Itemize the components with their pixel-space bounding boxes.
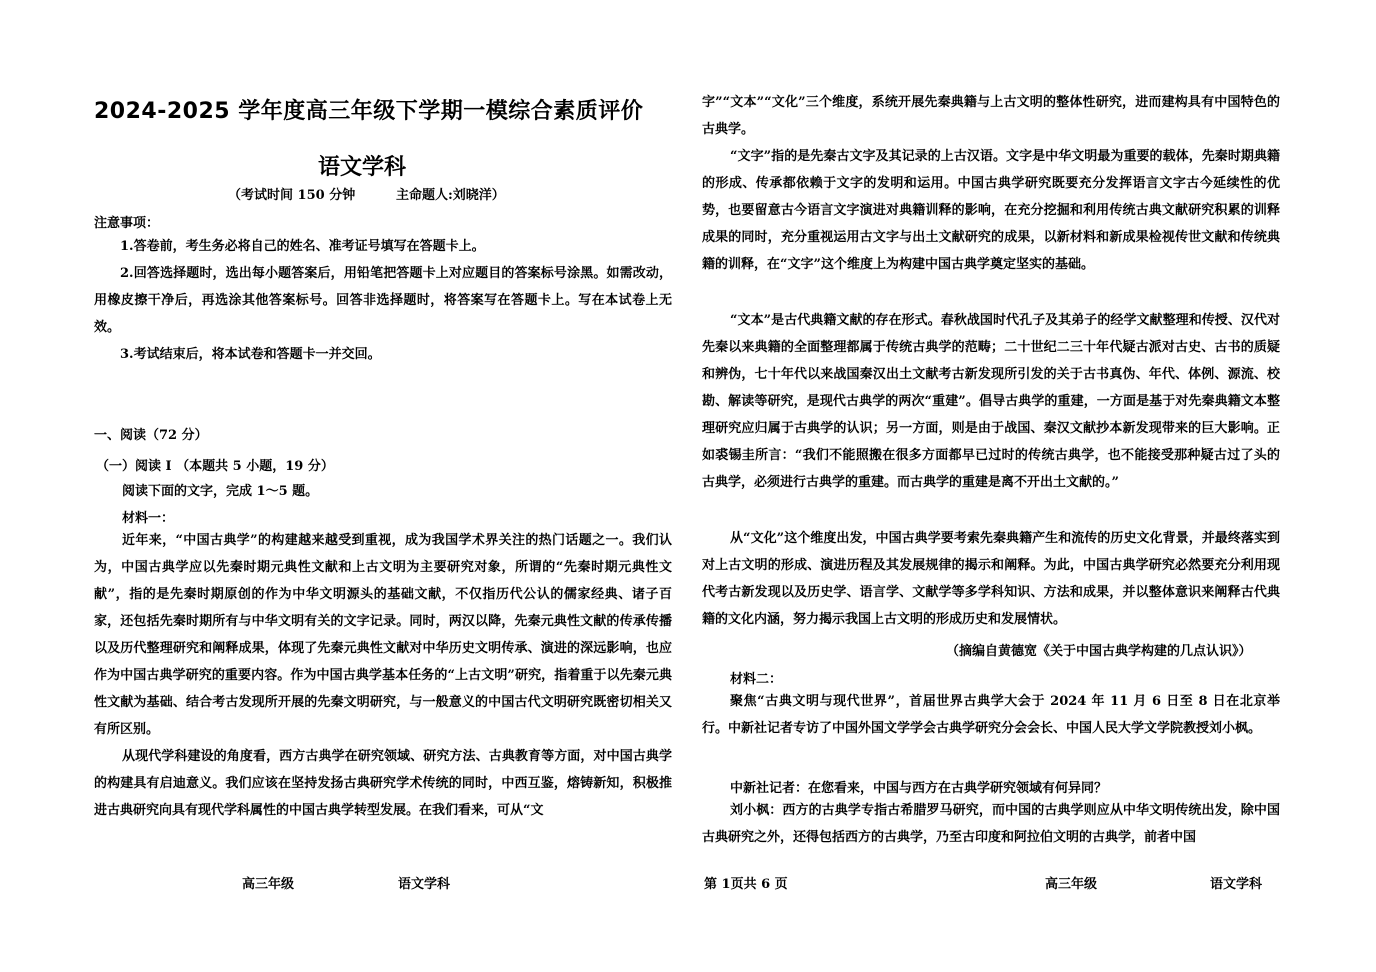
interview-answer: 刘小枫：西方的古典学专指古希腊罗马研究，而中国的古典学则应从中华文明传统出发，除中国古典研究之外，还得包括西方的古典学，乃至古印度和阿拉伯文明的古典学，前者中国 bbox=[702, 803, 1280, 845]
note-item-1: 1.答卷前，考生务必将自己的姓名、准考证号填写在答题卡上。 bbox=[120, 239, 485, 254]
reading-subheading: （一）阅读 I （本题共 5 小题，19 分） bbox=[96, 459, 334, 474]
footer-right-subject: 语文学科 bbox=[1210, 877, 1263, 892]
note-item-3: 3.考试结束后，将本试卷和答题卡一并交回。 bbox=[120, 347, 381, 362]
exam-time: （考试时间 150 分钟 bbox=[228, 188, 356, 203]
right-paragraph-1: “文字”指的是先秦古文字及其记录的上古汉语。文字是中华文明最为重要的载体，先秦时期典籍的形成、传承都依赖于文字的发明和运用。中国古典学研究既要充分发挥语言文字古今延续性的优势，也要留意古今语言文字演进对典籍训释的影响，在充分挖掘和利用传统古典文献研究积累的训释成果的同时，充分重视运用古文字与出土文献研究的成果，以新材料和新成果检视传世文献和传统典籍的训释，在“文字”这个维度上为构建中国古典学奠定坚实的基础。 bbox=[702, 149, 1280, 272]
notes-heading: 注意事项： bbox=[94, 216, 160, 231]
footer-left-subject: 语文学科 bbox=[398, 877, 451, 892]
footer-left-grade: 高三年级 bbox=[242, 877, 295, 892]
right-paragraph-4: 聚焦“古典文明与现代世界”，首届世界古典学大会于 2024 年 11 月 6 日至 8 日在北京举行。中新社记者专访了中国外国文学学会古典学研究分会会长、中国人民大学文学院教授刘小枫。 bbox=[702, 694, 1280, 736]
note-item-2: 2.回答选择题时，选出每小题答案后，用铅笔把答题卡上对应题目的答案标号涂黑。如需改动，用橡皮擦干净后，再选涂其他答案标号。回答非选择题时，将答案写在答题卡上。写在本试卷上无效。 bbox=[94, 266, 672, 335]
footer-right-grade: 高三年级 bbox=[1045, 877, 1098, 892]
interview-question: 中新社记者：在您看来，中国与西方在古典学研究领域有何异同？ bbox=[730, 781, 1108, 796]
right-paragraph-0: 字”“文本”“文化”三个维度，系统开展先秦典籍与上古文明的整体性研究，进而建构具有中国特色的古典学。 bbox=[702, 95, 1280, 137]
section-heading: 一、阅读（72 分） bbox=[94, 428, 208, 443]
right-paragraph-2: “文本”是古代典籍文献的存在形式。春秋战国时代孔子及其弟子的经学文献整理和传授、汉代对先秦以来典籍的全面整理都属于传统古典学的范畴；二十世纪二三十年代疑古派对古史、古书的质疑和辨伪，七十年代以来战国秦汉出土文献考古新发现所引发的关于古书真伪、年代、体例、源流、校勘、解读等研究，是现代古典学的两次“重建”。倡导古典学的重建，一方面是基于对先秦典籍文本整理研究应归属于古典学的认识；另一方面，则是由于战国、秦汉文献抄本新发现带来的巨大影响。正如裘锡圭所言：“我们不能照搬在很多方面都早已过时的传统古典学，也不能接受那种疑古过了头的古典学，必须进行古典学的重建。而古典学的重建是离不开出土文献的。” bbox=[702, 313, 1280, 490]
page-number: 第 1页共 6 页 bbox=[704, 877, 788, 892]
exam-author: 主命题人:刘晓洋） bbox=[396, 188, 505, 203]
material2-label: 材料二： bbox=[730, 672, 783, 687]
left-paragraph-2: 从现代学科建设的角度看，西方古典学在研究领域、研究方法、古典教育等方面，对中国古典学的构建具有启迪意义。我们应该在坚持发扬古典研究学术传统的同时，中西互鉴，熔铸新知，积极推进古典研究向具有现代学科属性的中国古典学转型发展。在我们看来，可从“文 bbox=[94, 749, 672, 818]
subject-title: 语文学科 bbox=[318, 155, 407, 180]
exam-title: 2024-2025 学年度高三年级下学期一模综合素质评价 bbox=[94, 99, 644, 124]
left-paragraph-1: 近年来，“中国古典学”的构建越来越受到重视，成为我国学术界关注的热门话题之一。我们认为，中国古典学应以先秦时期元典性文献和上古文明为主要研究对象，所谓的“先秦时期元典性文献”，指的是先秦时期原创的作为中华文明源头的基础文献，不仅指历代公认的儒家经典、诸子百家，还包括先秦时期所有与中华文明有关的文字记录。同时，两汉以降，先秦元典性文献的传承传播以及历代整理研究和阐释成果，体现了先秦元典性文献对中华历史文明传承、演进的深远影响，也应作为中国古典学研究的重要内容。作为中国古典学基本任务的“上古文明”研究，指着重于以先秦元典性文献为基础、结合考古发现所开展的先秦文明研究，与一般意义的中国古代文明研究既密切相关又有所区别。 bbox=[94, 533, 672, 737]
material1-label: 材料一： bbox=[122, 511, 175, 526]
right-paragraph-3: 从“文化”这个维度出发，中国古典学要考索先秦典籍产生和流传的历史文化背景，并最终落实到对上古文明的形成、演进历程及其发展规律的揭示和阐释。为此，中国古典学研究必然要充分利用现代考古新发现以及历史学、语言学、文献学等多学科知识、方法和成果，并以整体意识来阐释古代典籍的文化内涵，努力揭示我国上古文明的形成历史和发展情状。 bbox=[702, 531, 1280, 627]
citation: （摘编自黄德宽《关于中国古典学构建的几点认识》） bbox=[946, 644, 1252, 659]
reading-instruction: 阅读下面的文字，完成 1～5 题。 bbox=[122, 484, 319, 499]
